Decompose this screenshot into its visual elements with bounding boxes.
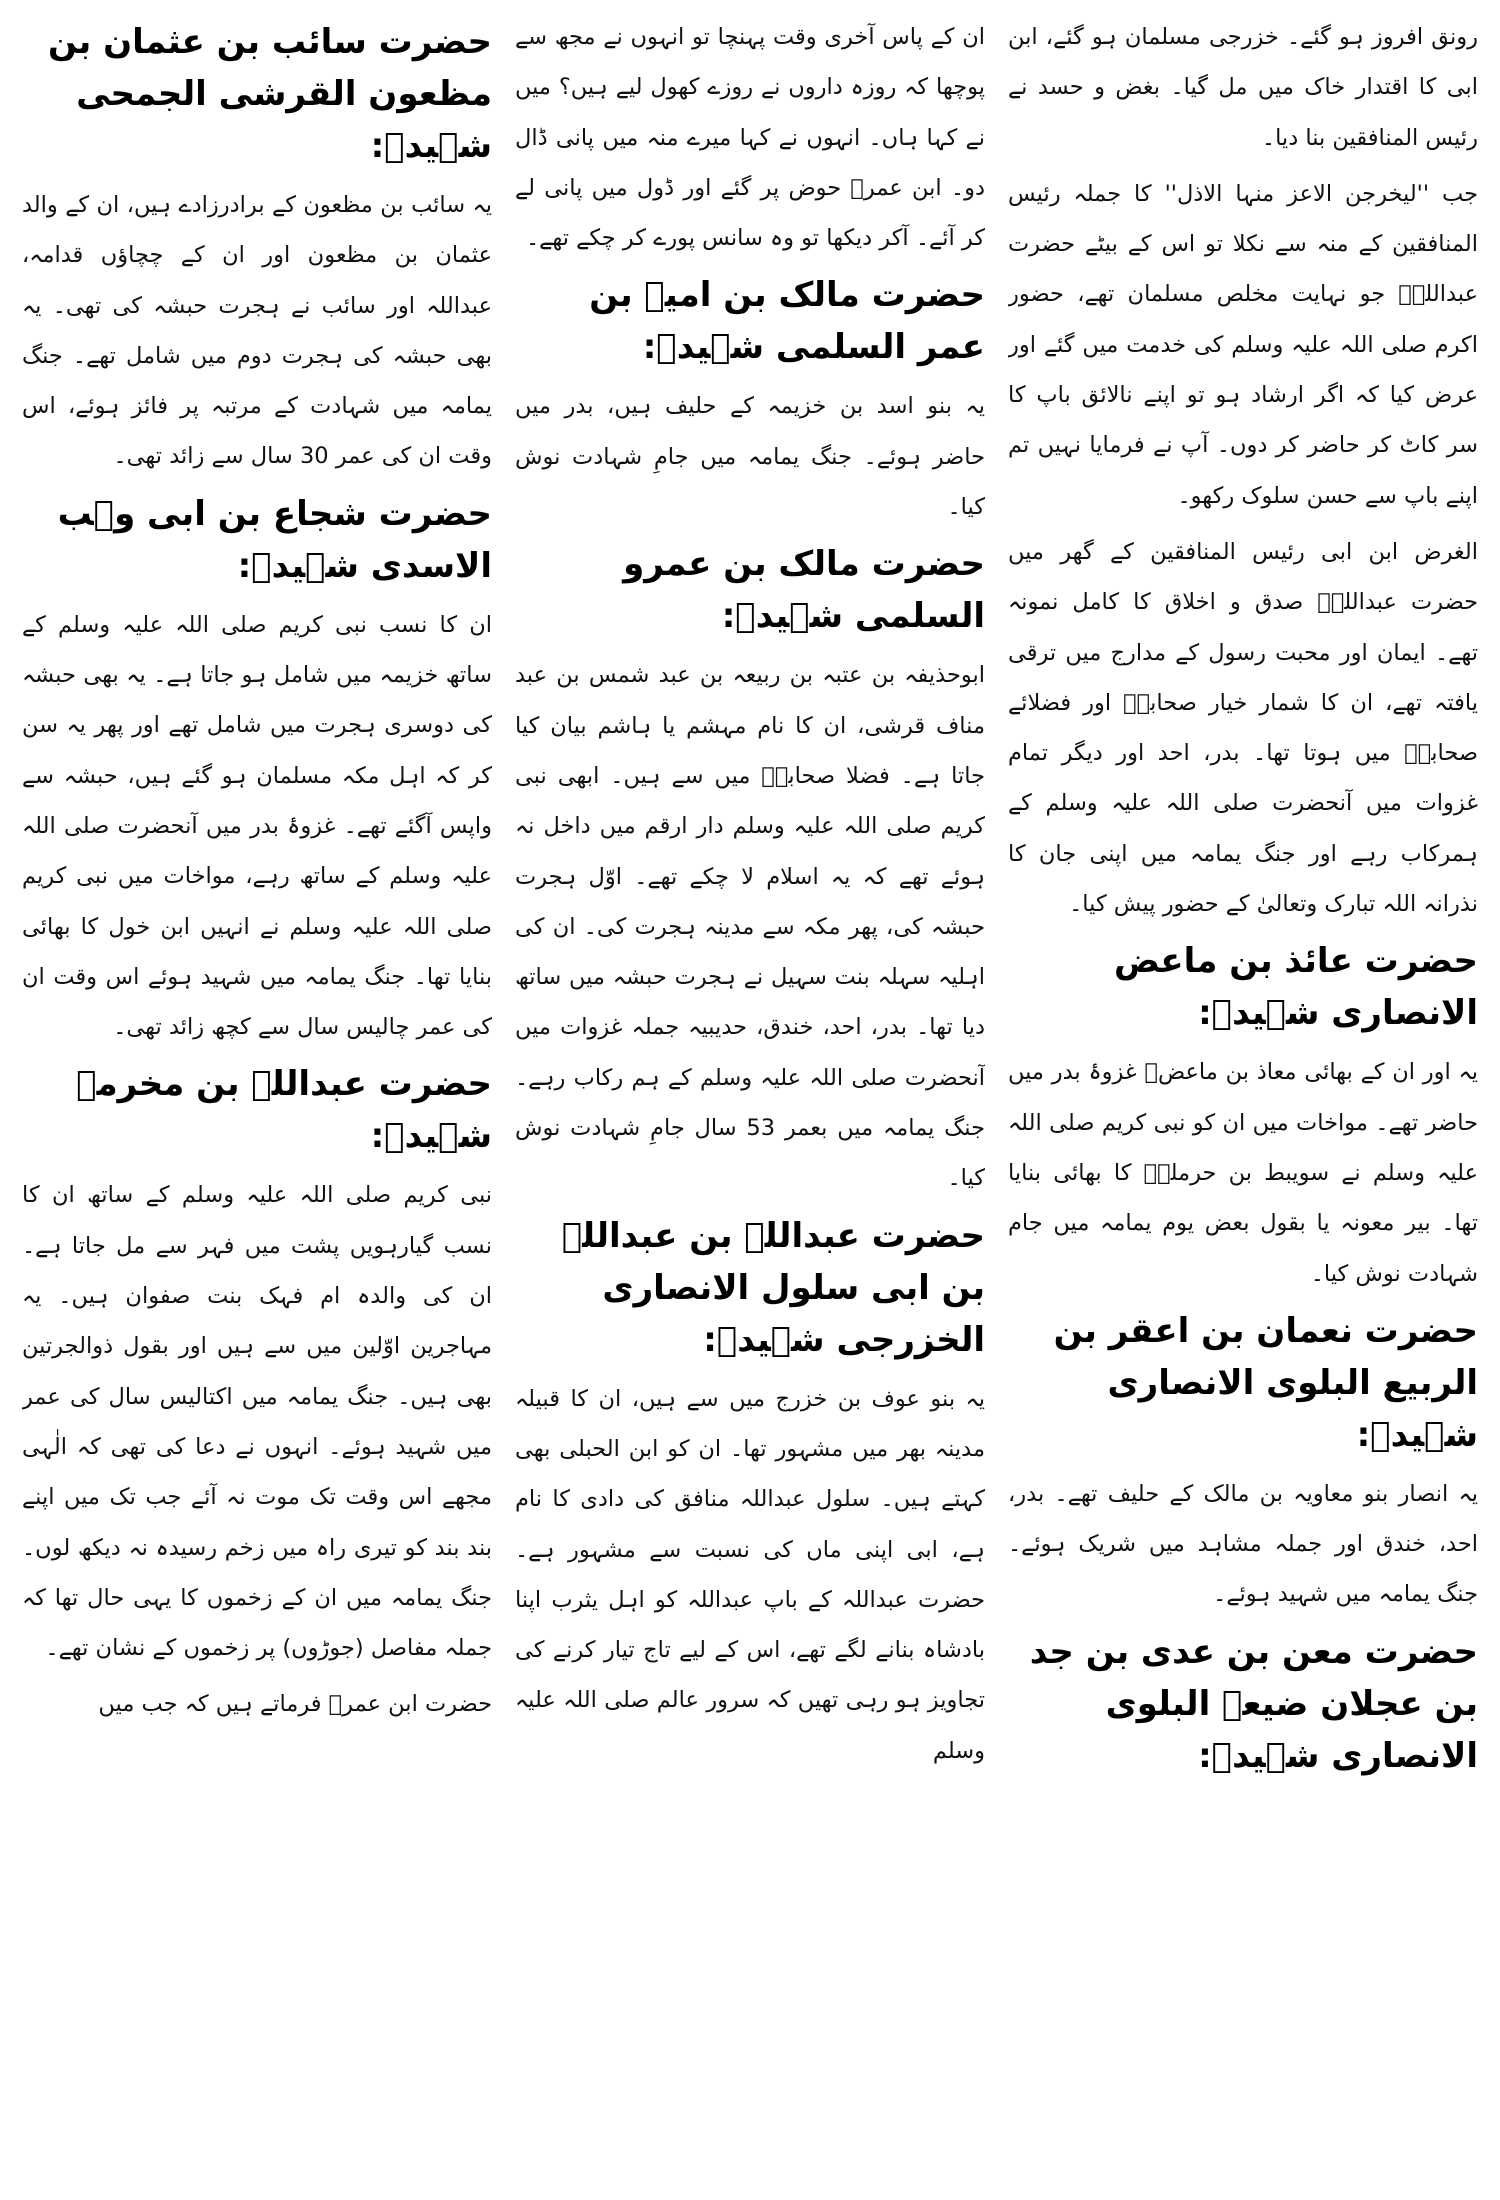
- body-paragraph: یہ بنو عوف بن خزرج میں سے ہیں، ان کا قبیلہ مدینہ بھر میں مشہور تھا۔ ان کو ابن الحبلی بھی کہتے ہیں۔ سلول عبداللہ منافق کی دادی کا نام ہے، ابی اپنی ماں کی نسبت سے مشہور ہے۔ حضرت عبداللہ کے باپ عبداللہ کو اہل یثرب اپنا بادشاہ بنانے لگے تھے، اس کے لیے تاج تیار کرنے کی تجاویز ہو رہی تھیں کہ سرور عالم صلی اللہ علیہ وسلم: [515, 1385, 985, 1764]
- column-middle: [515, 12, 985, 2190]
- body-paragraph: جب ''لیخرجن الاعز منہا الاذل'' کا جملہ رئیس المنافقین کے منہ سے نکلا تو اس کے بیٹے حضرت عبداللہؓ جو نہایت مخلص مسلمان تھے، حضور اکرم صلی اللہ علیہ وسلم کی خدمت میں گئے اور عرض کیا کہ اگر ارشاد ہو تو اپنے نالائق باپ کا سر کاٹ کر حاضر کر دوں۔ آپ نے فرمایا نہیں تم اپنے باپ سے حسن سلوک رکھو۔: [1008, 180, 1478, 509]
- column-right: [22, 12, 492, 2190]
- body-paragraph: یہ انصار بنو معاویہ بن مالک کے حلیف تھے۔ بدر، احد، خندق اور جملہ مشاہد میں شریک ہوئے۔ جنگ یمامہ میں شہید ہوئے۔: [1008, 1480, 1478, 1608]
- section-heading: حضرت عائذ بن ماعض الانصاری شہیدؓ:: [1113, 941, 1478, 1034]
- section-heading: حضرت نعمان بن اعقر بن الربیع البلوی الانصاری شہیدؓ:: [1053, 1310, 1478, 1455]
- body-paragraph: یہ سائب بن مظعون کے برادرزادے ہیں، ان کے والد عثمان بن مظعون اور ان کے چچاؤں قدامہ، عبداللہ اور سائب نے ہجرت حبشہ کی تھی۔ یہ بھی حبشہ کی ہجرت دوم میں شامل تھے۔ جنگ یمامہ میں شہادت کے مرتبہ پر فائز ہوئے، اس وقت ان کی عمر 30 سال سے زائد تھی۔: [22, 192, 492, 470]
- body-paragraph: حضرت ابن عمرؓ فرماتے ہیں کہ جب میں: [98, 1691, 492, 1718]
- body-paragraph: ان کے پاس آخری وقت پہنچا تو انہوں نے مجھ سے پوچھا کہ روزہ داروں نے روزے کھول لیے ہیں؟ میں نے کہا ہاں۔ انہوں نے کہا میرے منہ میں پانی ڈال دو۔ ابن عمرؓ حوض پر گئے اور ڈول میں پانی لے کر آئے۔ آکر دیکھا تو وہ سانس پورے کر چکے تھے۔: [515, 24, 985, 252]
- section-heading: حضرت سائب بن عثمان بن مظعون القرشی الجمحی شہیدؓ:: [47, 22, 492, 166]
- body-paragraph: نبی کریم صلی اللہ علیہ وسلم کے ساتھ ان کا نسب گیارہویں پشت میں فہر سے مل جاتا ہے۔ ان کی والدہ ام فہک بنت صفوان ہیں۔ یہ مہاجرین اوّلین میں سے ہیں اور بقول ذوالجرتین بھی ہیں۔ جنگ یمامہ میں اکتالیس سال کی عمر میں شہید ہوئے۔ انہوں نے دعا کی تھی کہ الٰہی مجھے اس وقت تک موت نہ آئے جب تک میں اپنے بند بند کو تیری راہ میں زخم رسیدہ نہ دیکھ لوں۔ جنگ یمامہ میں ان کے زخموں کا یہی حال تھا کہ جملہ مفاصل (جوڑوں) پر زخموں کے نشان تھے۔: [22, 1182, 492, 1662]
- section-heading: حضرت معن بن عدی بن جد بن عجلان ضیعہ البلوی الانصاری شہیدؓ:: [1029, 1631, 1478, 1776]
- section-heading: حضرت شجاع بن ابی وہب الاسدی شہیدؓ:: [57, 493, 492, 586]
- section-heading: حضرت مالک بن امیہ بن عمر السلمی شہیدؓ:: [589, 275, 985, 368]
- body-paragraph: یہ اور ان کے بھائی معاذ بن ماعضؓ غزوۂ بدر میں حاضر تھے۔ مواخات میں ان کو نبی کریم صلی اللہ علیہ وسلم نے سویبط بن حرملہؓ کا بھائی بنایا تھا۔ بیر معونہ یا بقول بعض یوم یمامہ میں جام شہادت نوش کیا۔: [1008, 1059, 1478, 1287]
- section-heading: حضرت عبداللہ بن عبداللہ بن ابی سلول الانصاری الخزرجی شہیدؓ:: [561, 1215, 985, 1360]
- body-paragraph: ابوحذیفہ بن عتبہ بن ربیعہ بن عبد شمس بن عبد مناف قرشی، ان کا نام مہشم یا ہاشم بیان کیا جاتا ہے۔ فضلا صحابہؓ میں سے ہیں۔ ابھی نبی کریم صلی اللہ علیہ وسلم دار ارقم میں داخل نہ ہوئے تھے کہ یہ اسلام لا چکے تھے۔ اوّل ہجرت حبشہ کی، پھر مکہ سے مدینہ ہجرت کی۔ ان کی اہلیہ سہلہ بنت سہیل نے ہجرت حبشہ میں ساتھ دیا تھا۔ بدر، احد، خندق، حدیبیہ جملہ غزوات میں آنحضرت صلی اللہ علیہ وسلم کے ہم رکاب رہے۔ جنگ یمامہ میں بعمر 53 سال جامِ شہادت نوش کیا۔: [515, 662, 985, 1192]
- body-paragraph: یہ بنو اسد بن خزیمہ کے حلیف ہیں، بدر میں حاضر ہوئے۔ جنگ یمامہ میں جامِ شہادت نوش کیا۔: [515, 393, 985, 521]
- section-heading: حضرت عبداللہ بن مخرمہ شہیدؓ:: [76, 1064, 492, 1157]
- body-paragraph: ان کا نسب نبی کریم صلی اللہ علیہ وسلم کے ساتھ خزیمہ میں شامل ہو جاتا ہے۔ یہ بھی حبشہ کی دوسری ہجرت میں شامل تھے اور پھر یہ سن کر کہ اہل مکہ مسلمان ہو گئے ہیں، حبشہ سے واپس آگئے تھے۔ غزوۂ بدر میں آنحضرت صلی اللہ علیہ وسلم کے ساتھ رہے، مواخات میں نبی کریم صلی اللہ علیہ وسلم نے انہیں ابن خول کا بھائی بنایا تھا۔ جنگ یمامہ میں شہید ہوئے اس وقت ان کی عمر چالیس سال سے کچھ زائد تھی۔: [22, 611, 492, 1041]
- column-left: [1008, 12, 1478, 2190]
- body-paragraph: رونق افروز ہو گئے۔ خزرجی مسلمان ہو گئے، ابن ابی کا اقتدار خاک میں مل گیا۔ بغض و حسد نے رئیس المنافقین بنا دیا۔: [1008, 24, 1478, 151]
- body-paragraph: الغرض ابن ابی رئیس المنافقین کے گھر میں حضرت عبداللہؓ صدق و اخلاق کا کامل نمونہ تھے۔ ایمان اور محبت رسول کے مدارج میں ترقی یافتہ تھے، ان کا شمار خیار صحابہؓ اور فضلائے صحابہؓ میں ہوتا تھا۔ بدر، احد اور دیگر تمام غزوات میں آنحضرت صلی اللہ علیہ وسلم کے ہمرکاب رہے اور جنگ یمامہ میں اپنی جان کا نذرانہ اللہ تبارک وتعالیٰ کے حضور پیش کیا۔: [1008, 538, 1478, 918]
- section-heading: حضرت مالک بن عمرو السلمی شہیدؓ:: [623, 544, 985, 637]
